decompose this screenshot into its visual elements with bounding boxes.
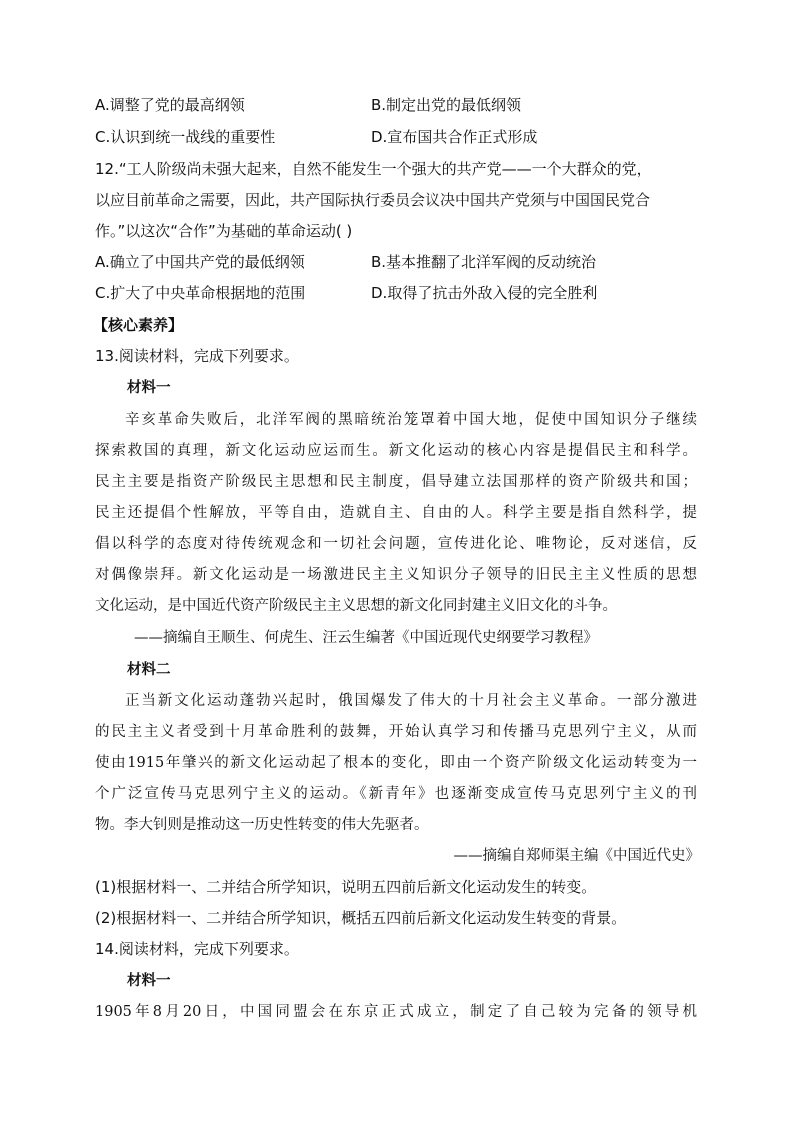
q13-material2-title: 材料二 bbox=[127, 661, 171, 678]
q13-material1-line-5: 倡以科学的态度对待传统观念和一切社会问题，宣传进化论、唯物论，反对迷信，反 bbox=[95, 536, 697, 552]
q13-material1-title: 材料一 bbox=[127, 379, 171, 396]
q13-stem: 13.阅读材料，完成下列要求。 bbox=[95, 347, 299, 365]
q13-material2-line-3: 使由1915年肇兴的新文化运动起了根本的变化，即由一个资产阶级文化运动转变为一 bbox=[95, 755, 697, 771]
q13-sub-question-2: (2)根据材料一、二并结合所学知识，概括五四前后新文化运动发生转变的背景。 bbox=[95, 909, 627, 927]
q13-material1-source: ——摘编自王顺生、何虎生、汪云生编著《中国近现代史纲要学习教程》 bbox=[134, 630, 598, 646]
q13-material1-line-3: 民主主要是指资产阶级民主思想和民主制度，倡导建立法国那样的资产阶级共和国； bbox=[95, 474, 697, 490]
q13-material2-line-2: 的民主主义者受到十月革命胜利的鼓舞，开始认真学习和传播马克思列宁主义，从而 bbox=[95, 724, 697, 740]
q12-option-a: A.确立了中国共产党的最低纲领 bbox=[95, 253, 305, 271]
q13-material1-line-1: 辛亥革命失败后，北洋军阀的黑暗统治笼罩着中国大地，促使中国知识分子继续 bbox=[125, 412, 697, 428]
q11-option-c: C.认识到统一战线的重要性 bbox=[95, 128, 276, 146]
q14-material1-line-1: 1905年8月20日，中国同盟会在东京正式成立，制定了自己较为完备的领导机 bbox=[95, 1004, 697, 1020]
q14-material1-title: 材料一 bbox=[127, 972, 171, 989]
q13-material1-line-7: 文化运动，是中国近代资产阶级民主主义思想的新文化同封建主义旧文化的斗争。 bbox=[95, 598, 617, 614]
q12-stem-line-3: 作。”以这次“合作”为基础的革命运动( ) bbox=[95, 222, 353, 240]
q13-material2-line-1: 正当新文化运动蓬勃兴起时，俄国爆发了伟大的十月社会主义革命。一部分激进 bbox=[125, 693, 697, 709]
q13-sub-question-1: (1)根据材料一、二并结合所学知识，说明五四前后新文化运动发生的转变。 bbox=[95, 878, 597, 896]
q11-option-b: B.制定出党的最低纲领 bbox=[371, 96, 522, 114]
q13-material2-line-4: 个广泛宣传马克思列宁主义的运动。《新青年》也逐渐变成宣传马克思列宁主义的刊 bbox=[95, 786, 697, 802]
q12-option-b: B.基本推翻了北洋军阀的反动统治 bbox=[371, 253, 597, 271]
q12-option-d: D.取得了抗击外敌入侵的完全胜利 bbox=[371, 284, 598, 302]
q12-stem-line-2: 以应目前革命之需要，因此，共产国际执行委员会议决中国共产党须与中国国民党合 bbox=[95, 191, 651, 209]
q13-material1-line-6: 对偶像崇拜。新文化运动是一场激进民主主义知识分子领导的旧民主主义性质的思想 bbox=[95, 567, 697, 583]
q11-option-d: D.宣布国共合作正式形成 bbox=[371, 128, 538, 146]
q12-option-c: C.扩大了中央革命根据地的范围 bbox=[95, 284, 306, 302]
q13-material1-line-2: 探索救国的真理，新文化运动应运而生。新文化运动的核心内容是提倡民主和科学。 bbox=[95, 443, 697, 459]
q13-material2-line-5: 物。李大钊则是推动这一历史性转变的伟大先驱者。 bbox=[95, 817, 429, 833]
section-title: 【核心素养】 bbox=[93, 316, 184, 334]
q11-option-a: A.调整了党的最高纲领 bbox=[95, 96, 245, 114]
q14-stem: 14.阅读材料，完成下列要求。 bbox=[95, 940, 299, 958]
q12-stem-line-1: 12.“工人阶级尚未强大起来，自然不能发生一个强大的共产党——一个大群众的党， bbox=[95, 160, 652, 178]
q13-material1-line-4: 民主还提倡个性解放，平等自由，造就自主、自由的人。科学主要是指自然科学，提 bbox=[95, 505, 697, 521]
q13-material2-source: ——摘编自郑师渠主编《中国近代史》 bbox=[453, 848, 700, 864]
